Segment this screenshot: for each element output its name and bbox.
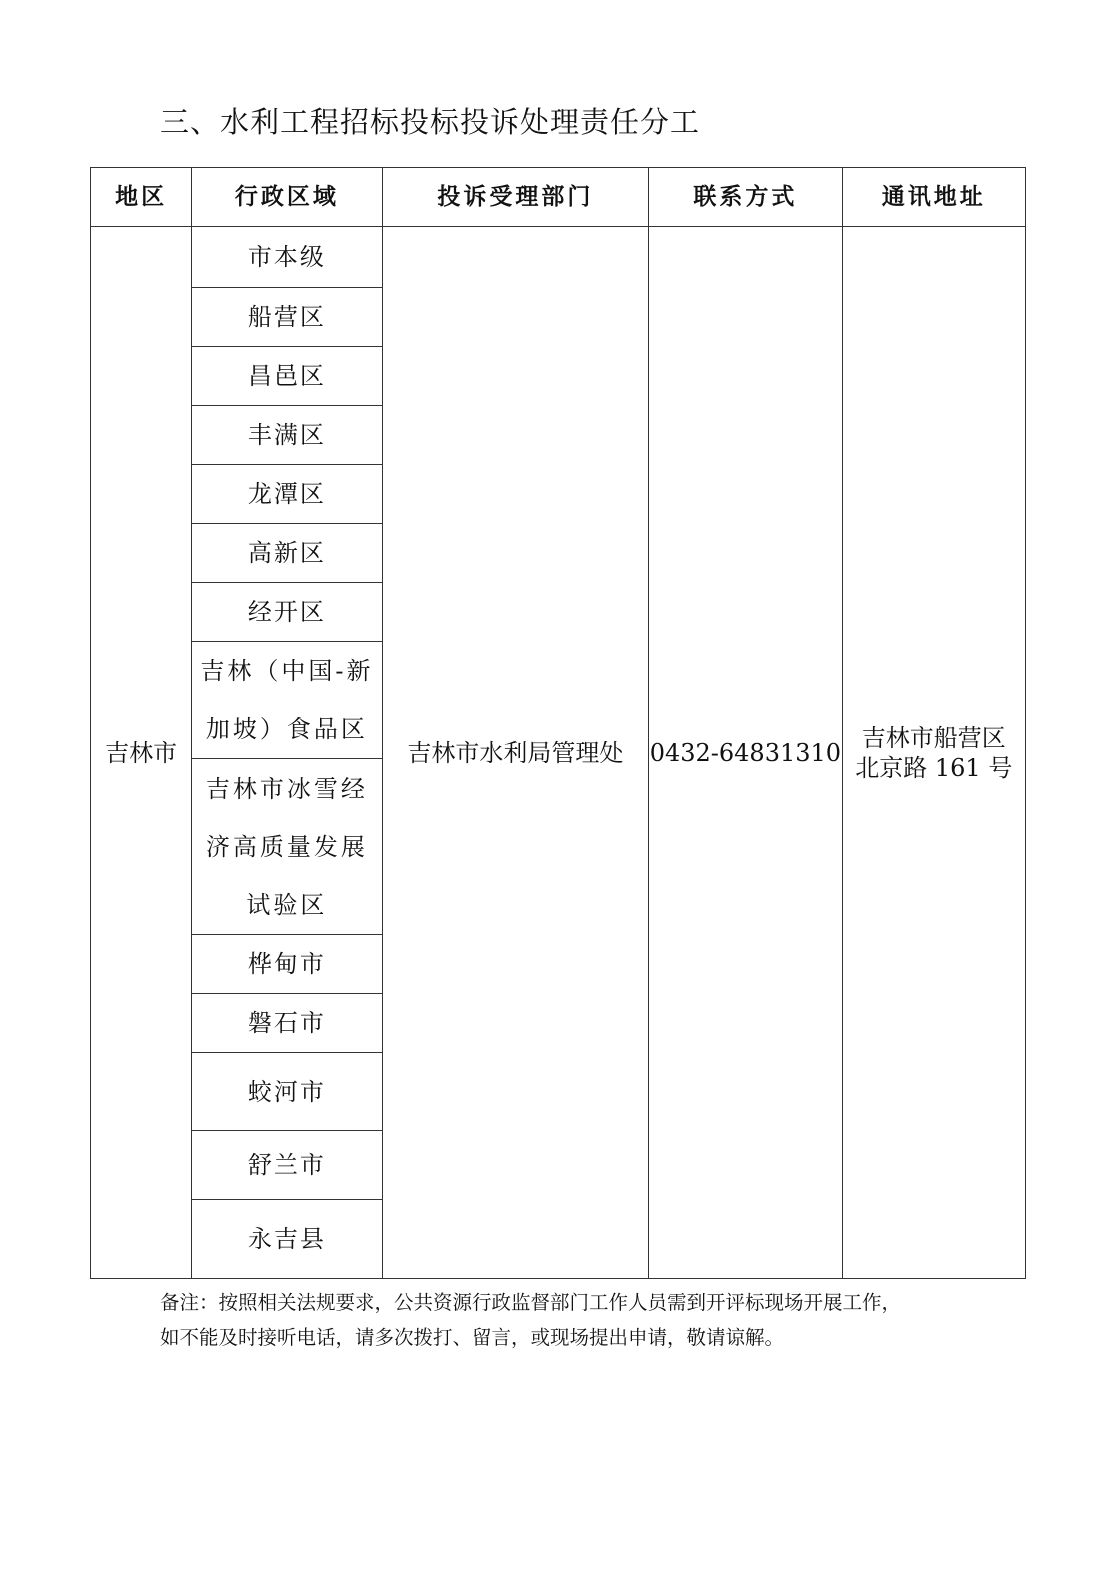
table-row	[91, 227, 1026, 288]
district-cell: 丰满区	[192, 406, 382, 465]
footnote	[160, 1285, 1020, 1355]
header-contact: 联系方式	[649, 168, 842, 227]
header-department: 投诉受理部门	[382, 168, 649, 227]
footnote-line: 备注：按照相关法规要求，公共资源行政监督部门工作人员需到开评标现场开展工作，	[160, 1291, 902, 1314]
district-cell: 经开区	[192, 583, 382, 642]
district-cell: 磐石市	[192, 994, 382, 1053]
page-title: 三、水利工程招标投标投诉处理责任分工	[160, 105, 701, 139]
district-cell: 龙潭区	[192, 465, 382, 524]
district-cell: 蛟河市	[192, 1053, 382, 1131]
district-cell: 桦甸市	[192, 935, 382, 994]
header-region: 地区	[91, 168, 192, 227]
district-cell	[192, 642, 382, 759]
district-cell: 昌邑区	[192, 347, 382, 406]
complaint-responsibility-table	[90, 167, 1026, 1279]
district-cell: 舒兰市	[192, 1131, 382, 1200]
table-header-row	[91, 168, 1026, 227]
header-address: 通讯地址	[842, 168, 1025, 227]
district-cell: 高新区	[192, 524, 382, 583]
district-line: 吉林（中国-新	[200, 657, 374, 685]
header-district: 行政区域	[192, 168, 382, 227]
region-cell: 吉林市	[91, 227, 192, 1279]
address-cell	[842, 227, 1025, 1279]
district-cell	[192, 759, 382, 935]
address-line: 北京路 161 号	[855, 753, 1013, 782]
address-line: 吉林市船营区	[861, 723, 1006, 752]
district-line: 试验区	[246, 890, 328, 919]
district-line: 加坡）食品区	[205, 715, 368, 743]
district-line: 吉林市冰雪经	[205, 774, 368, 803]
district-cell: 永吉县	[192, 1200, 382, 1279]
district-cell: 船营区	[192, 288, 382, 347]
district-line: 济高质量发展	[205, 832, 368, 861]
phone-cell: 0432-64831310	[649, 227, 842, 1279]
district-cell: 市本级	[192, 227, 382, 288]
footnote-line: 如不能及时接听电话，请多次拨打、留言，或现场提出申请，敬请谅解。	[160, 1326, 785, 1349]
department-cell: 吉林市水利局管理处	[382, 227, 649, 1279]
